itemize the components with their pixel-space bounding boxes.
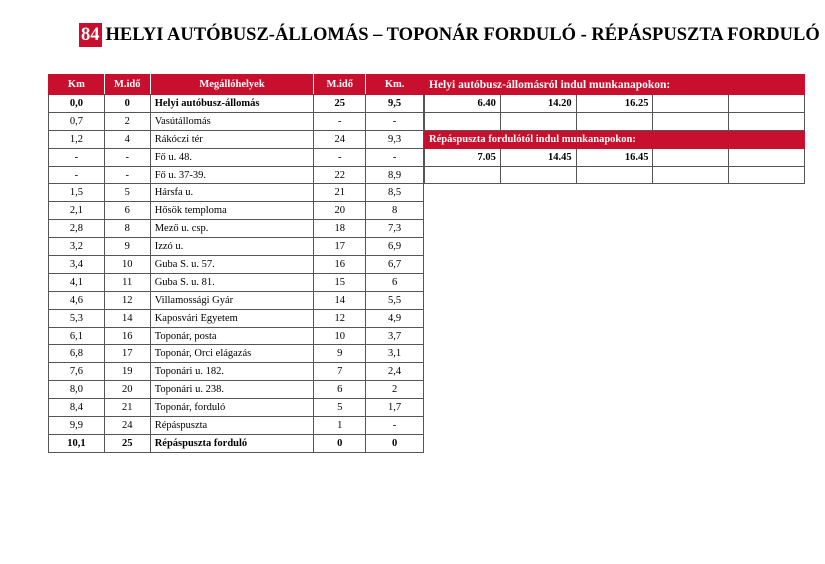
time-back-cell: 6 (314, 381, 366, 399)
table-row (49, 220, 424, 238)
km-back-cell: 2,4 (366, 363, 424, 381)
inbound-times-row (425, 148, 805, 166)
departure-time: 14.20 (500, 95, 576, 113)
time-cell: 2 (104, 112, 150, 130)
table-row (49, 273, 424, 291)
departure-time: 16.45 (576, 148, 653, 166)
km-cell: - (49, 148, 105, 166)
spacer-row (425, 166, 805, 184)
km-back-cell: - (366, 148, 424, 166)
km-cell: 0,0 (49, 95, 105, 113)
table-row (49, 238, 424, 256)
stop-name: Hősök temploma (150, 202, 314, 220)
col-header-km: Km (49, 75, 105, 95)
spacer-row (425, 112, 805, 130)
time-cell: 17 (104, 345, 150, 363)
outbound-times-row (425, 95, 805, 113)
table-row (49, 345, 424, 363)
km-cell: 2,1 (49, 202, 105, 220)
timetable (424, 74, 805, 184)
stop-name: Fő u. 37-39. (150, 166, 314, 184)
table-row (49, 112, 424, 130)
table-row (49, 327, 424, 345)
table-row (49, 381, 424, 399)
time-back-cell: 22 (314, 166, 366, 184)
time-cell: 24 (104, 417, 150, 435)
col-header-km-back: Km. (366, 75, 424, 95)
km-cell: 8,4 (49, 399, 105, 417)
stop-name: Toponár, forduló (150, 399, 314, 417)
time-back-cell: 10 (314, 327, 366, 345)
km-cell: 10,1 (49, 434, 105, 452)
table-row (49, 202, 424, 220)
km-back-cell: 3,1 (366, 345, 424, 363)
km-back-cell: 6,7 (366, 256, 424, 274)
time-back-cell: 25 (314, 95, 366, 113)
stop-name: Guba S. u. 81. (150, 273, 314, 291)
time-cell: 11 (104, 273, 150, 291)
time-cell: - (104, 166, 150, 184)
stop-name: Répáspuszta (150, 417, 314, 435)
col-header-stops: Megállóhelyek (150, 75, 314, 95)
time-back-cell: 21 (314, 184, 366, 202)
time-back-cell: 0 (314, 434, 366, 452)
route-title: HELYI AUTÓBUSZ-ÁLLOMÁS – TOPONÁR FORDULÓ - RÉPÁSPUSZTA FORDULÓ (105, 24, 820, 45)
table-row (49, 148, 424, 166)
stop-name: Répáspuszta forduló (150, 434, 314, 452)
stop-name: Fő u. 48. (150, 148, 314, 166)
time-cell: 4 (104, 130, 150, 148)
time-back-cell: 16 (314, 256, 366, 274)
km-back-cell: 1,7 (366, 399, 424, 417)
time-cell: 12 (104, 291, 150, 309)
table-row (49, 95, 424, 113)
km-cell: 2,8 (49, 220, 105, 238)
table-row (49, 166, 424, 184)
time-cell: 19 (104, 363, 150, 381)
time-cell: 16 (104, 327, 150, 345)
km-back-cell: 5,5 (366, 291, 424, 309)
km-cell: - (49, 166, 105, 184)
table-row (49, 184, 424, 202)
km-back-cell: 6,9 (366, 238, 424, 256)
route-number-badge: 84 (81, 25, 100, 45)
time-cell: 14 (104, 309, 150, 327)
inbound-header-row (425, 130, 805, 148)
departure-time (729, 95, 805, 113)
departure-time: 6.40 (425, 95, 501, 113)
time-back-cell: 15 (314, 273, 366, 291)
km-back-cell: 8,5 (366, 184, 424, 202)
km-cell: 7,6 (49, 363, 105, 381)
departure-time: 14.45 (500, 148, 576, 166)
col-header-time-back: M.idő (314, 75, 366, 95)
km-back-cell: 9,3 (366, 130, 424, 148)
km-back-cell: - (366, 417, 424, 435)
stops-header-row (49, 75, 424, 95)
km-cell: 4,1 (49, 273, 105, 291)
km-back-cell: 8 (366, 202, 424, 220)
time-back-cell: - (314, 112, 366, 130)
time-back-cell: 1 (314, 417, 366, 435)
time-cell: - (104, 148, 150, 166)
km-back-cell: 2 (366, 381, 424, 399)
outbound-header: Helyi autóbusz-állomásról indul munkanapokon: (425, 75, 805, 95)
km-cell: 9,9 (49, 417, 105, 435)
stop-name: Guba S. u. 57. (150, 256, 314, 274)
time-back-cell: 7 (314, 363, 366, 381)
km-cell: 3,2 (49, 238, 105, 256)
stop-name: Izzó u. (150, 238, 314, 256)
stop-name: Villamossági Gyár (150, 291, 314, 309)
km-back-cell: 0 (366, 434, 424, 452)
time-cell: 5 (104, 184, 150, 202)
table-row (49, 291, 424, 309)
time-back-cell: 14 (314, 291, 366, 309)
stop-name: Mező u. csp. (150, 220, 314, 238)
table-row (49, 309, 424, 327)
km-back-cell: 7,3 (366, 220, 424, 238)
stop-name: Kaposvári Egyetem (150, 309, 314, 327)
km-cell: 8,0 (49, 381, 105, 399)
departure-time: 7.05 (425, 148, 501, 166)
departure-time: 16.25 (576, 95, 653, 113)
stop-name: Toponár, Orci elágazás (150, 345, 314, 363)
time-back-cell: 18 (314, 220, 366, 238)
stop-name: Hársfa u. (150, 184, 314, 202)
stop-name: Toponári u. 238. (150, 381, 314, 399)
km-cell: 5,3 (49, 309, 105, 327)
time-cell: 6 (104, 202, 150, 220)
stop-name: Helyi autóbusz-állomás (150, 95, 314, 113)
stops-table (48, 74, 424, 453)
table-row (49, 399, 424, 417)
km-back-cell: 9,5 (366, 95, 424, 113)
departure-time (653, 95, 729, 113)
table-row (49, 256, 424, 274)
stop-name: Toponári u. 182. (150, 363, 314, 381)
time-back-cell: 9 (314, 345, 366, 363)
col-header-time-out: M.idő (104, 75, 150, 95)
time-cell: 25 (104, 434, 150, 452)
outbound-header-row (425, 75, 805, 95)
km-back-cell: - (366, 112, 424, 130)
time-cell: 20 (104, 381, 150, 399)
time-cell: 9 (104, 238, 150, 256)
time-back-cell: 24 (314, 130, 366, 148)
km-cell: 0,7 (49, 112, 105, 130)
km-back-cell: 4,9 (366, 309, 424, 327)
page-title (79, 22, 820, 48)
table-row (49, 130, 424, 148)
km-back-cell: 3,7 (366, 327, 424, 345)
table-row (49, 363, 424, 381)
time-cell: 8 (104, 220, 150, 238)
departure-time (653, 148, 729, 166)
km-cell: 6,1 (49, 327, 105, 345)
time-back-cell: 12 (314, 309, 366, 327)
time-back-cell: - (314, 148, 366, 166)
inbound-header: Répáspuszta fordulótól indul munkanapokon: (425, 130, 805, 148)
table-row (49, 434, 424, 452)
km-back-cell: 6 (366, 273, 424, 291)
km-back-cell: 8,9 (366, 166, 424, 184)
time-back-cell: 20 (314, 202, 366, 220)
table-row (49, 417, 424, 435)
stop-name: Vasútállomás (150, 112, 314, 130)
time-cell: 10 (104, 256, 150, 274)
km-cell: 6,8 (49, 345, 105, 363)
time-back-cell: 17 (314, 238, 366, 256)
stop-name: Toponár, posta (150, 327, 314, 345)
km-cell: 1,2 (49, 130, 105, 148)
stop-name: Rákóczi tér (150, 130, 314, 148)
time-cell: 0 (104, 95, 150, 113)
departure-time (729, 148, 805, 166)
km-cell: 4,6 (49, 291, 105, 309)
km-cell: 3,4 (49, 256, 105, 274)
km-cell: 1,5 (49, 184, 105, 202)
time-cell: 21 (104, 399, 150, 417)
time-back-cell: 5 (314, 399, 366, 417)
